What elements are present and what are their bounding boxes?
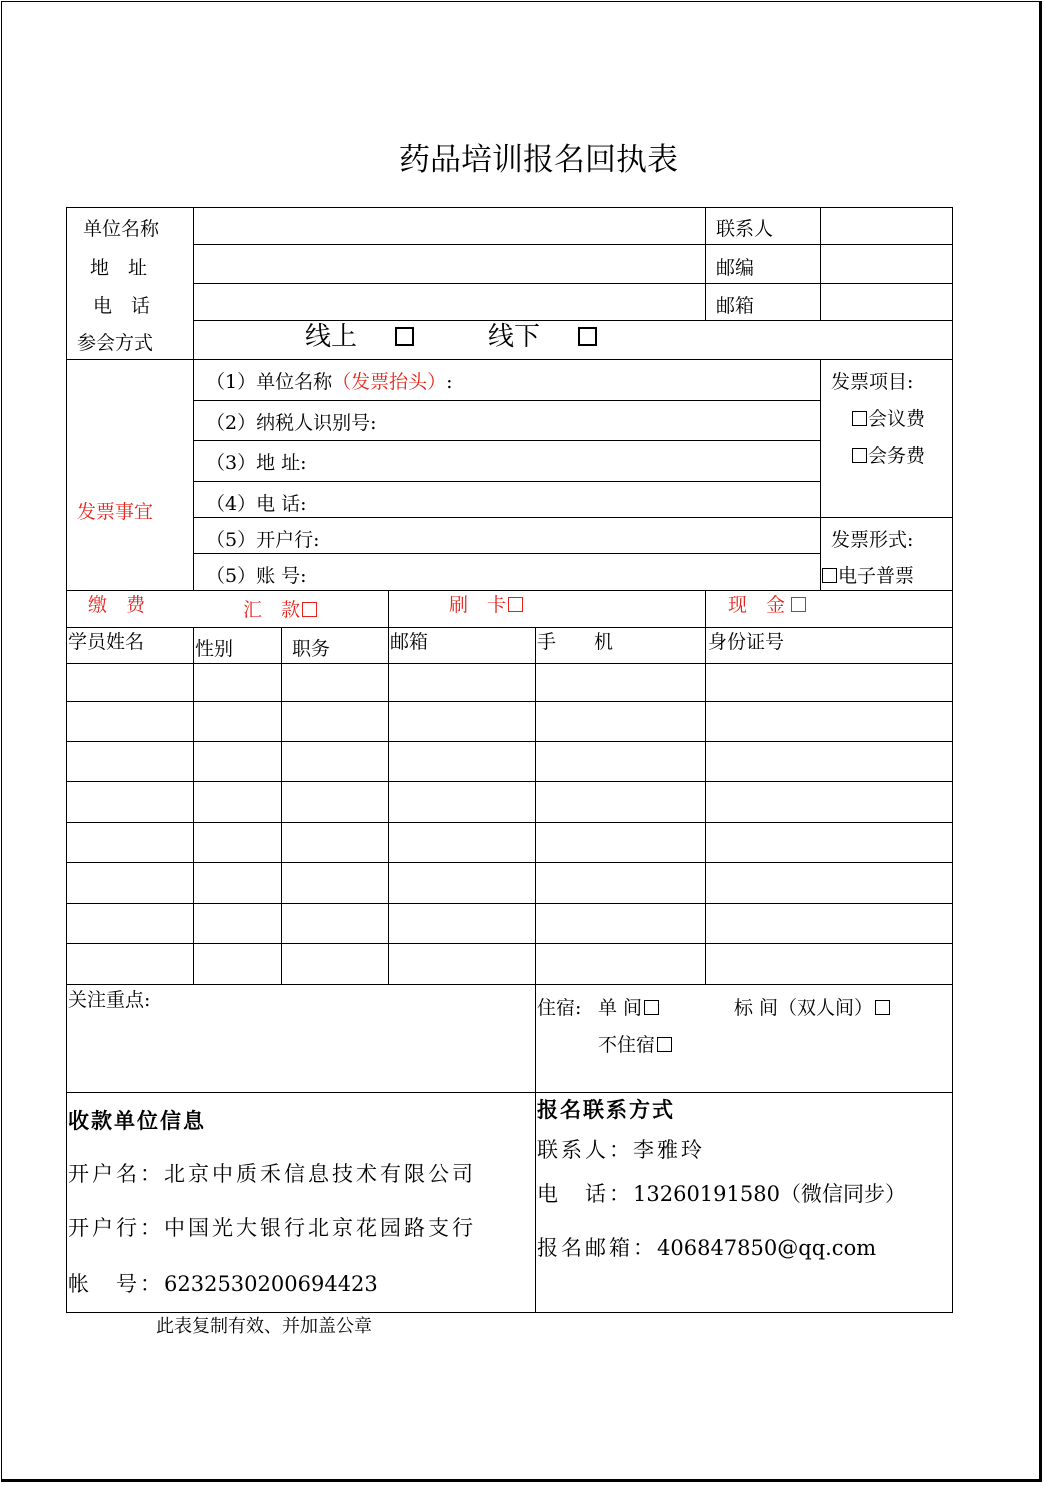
signup-phone: 电 话：13260191580（微信同步） [537,1182,906,1206]
header-gender: 性别 [195,638,234,660]
e-invoice-checkbox[interactable] [822,568,837,583]
invoice-field-tax-id: （2）纳税人识别号: [206,412,377,434]
payment-label: 缴 费 [88,594,146,616]
postcode-field[interactable] [822,246,951,282]
signup-email: 报名邮箱：406847850@qq.com [537,1236,877,1260]
contact-field[interactable] [822,209,951,243]
service-fee-checkbox[interactable] [852,448,867,463]
meeting-fee-checkbox[interactable] [852,411,867,426]
phone-field[interactable] [195,285,703,319]
page-title: 药品培训报名回执表 [399,142,678,178]
header-student-name: 学员姓名 [68,631,145,653]
invoice-field-account: （5）账 号: [206,565,307,587]
lodging-single-checkbox[interactable] [644,1000,659,1015]
lodging-none-option[interactable]: 不住宿 [598,1036,672,1055]
invoice-field-address: （3）地 址: [206,452,307,474]
attendance-online-checkbox[interactable] [395,327,414,346]
lodging-single-option[interactable]: 单 间 [598,999,659,1018]
payee-heading: 收款单位信息 [68,1108,206,1133]
attendance-online-option[interactable] [305,324,414,350]
invoice-items-label: 发票项目: [831,371,914,393]
payment-option-card[interactable]: 刷 卡 [449,596,523,615]
lodging-none-checkbox[interactable] [657,1037,672,1052]
attendance-label: 参会方式 [77,332,154,354]
postcode-label: 邮编 [716,257,755,279]
signup-contact: 联系人：李雅玲 [537,1138,705,1162]
invoice-field-bank: （5）开户行: [206,529,320,551]
focus-field[interactable] [68,1015,533,1090]
cash-checkbox[interactable] [791,597,806,612]
header-mobile: 手 机 [537,631,614,653]
payee-account: 帐 号：6232530200694423 [68,1272,378,1296]
invoice-field-unit-name: （1）单位名称（发票抬头）: [206,371,453,393]
lodging-label: 住宿: [537,997,582,1019]
unit-name-field[interactable] [195,209,703,243]
address-field[interactable] [195,246,703,282]
invoice-field-phone: （4）电 话: [206,493,307,515]
payment-option-transfer[interactable]: 汇 款 [243,601,317,620]
contact-label: 联系人 [716,218,774,240]
lodging-standard-checkbox[interactable] [875,1000,890,1015]
payee-account-name: 开户名：北京中质禾信息技术有限公司 [68,1162,476,1186]
phone-label: 电 话 [93,295,151,317]
address-label: 地 址 [90,257,148,279]
attendance-offline-label: 线下 [488,322,541,352]
transfer-checkbox[interactable] [302,602,317,617]
card-checkbox[interactable] [508,597,523,612]
unit-name-label: 单位名称 [83,218,160,240]
header-id-number: 身份证号 [708,631,785,653]
payee-bank: 开户行：中国光大银行北京花园路支行 [68,1216,476,1240]
invoice-form-label: 发票形式: [831,529,914,551]
payment-option-cash[interactable]: 现 金 [728,596,806,615]
invoice-section-label: 发票事宜 [77,501,154,523]
header-email: 邮箱 [390,631,429,653]
attendance-online-label: 线上 [305,322,358,352]
header-position: 职务 [292,638,331,660]
focus-label: 关注重点: [68,989,151,1011]
email-field[interactable] [822,285,951,319]
invoice-item-meeting-fee[interactable]: 会议费 [852,410,925,429]
attendance-offline-option[interactable] [488,324,597,350]
footer-note: 此表复制有效、并加盖公章 [156,1316,372,1337]
lodging-standard-option[interactable]: 标 间（双人间） [734,999,890,1018]
attendance-offline-checkbox[interactable] [578,327,597,346]
invoice-item-service-fee[interactable]: 会务费 [852,447,925,466]
invoice-form-option[interactable]: 电子普票 [822,567,914,586]
signup-heading: 报名联系方式 [537,1097,675,1122]
email-label: 邮箱 [716,295,755,317]
